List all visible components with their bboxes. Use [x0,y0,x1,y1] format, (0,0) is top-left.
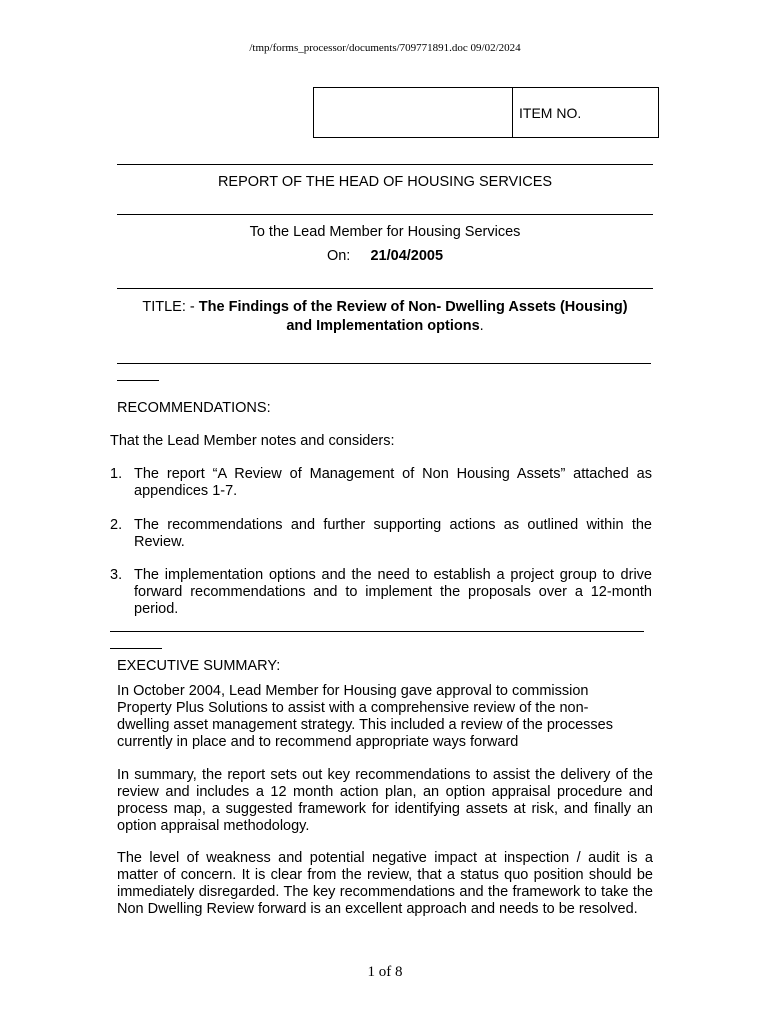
recommendations-heading: RECOMMENDATIONS: [117,400,271,416]
title-line-1: The Findings of the Review of Non- Dwelling Assets (Housing) [198,299,628,315]
summary-paragraph: In summary, the report sets out key recommendations to assist the delivery of the review and includes a 12 month action plan, an option appraisal procedure and process map, a suggested framework for identifying assets at risk, and finally an option appraisal methodology. [117,767,653,834]
title-label: TITLE: - [142,299,199,315]
document-path-header: /tmp/forms_processor/documents/709771891.doc 09/02/2024 [249,42,521,54]
title-end: . [479,318,484,334]
page-number: 1 of 8 [367,964,403,980]
summary-paragraph: In October 2004, Lead Member for Housing gave approval to commission Property Plus Solutions to assist with a comprehensive review of the non-dwelling asset management strategy. This included a review of the processes currently in place and to recommend appropriate ways forward [117,683,613,750]
divider-short [110,648,162,649]
item-number-box [313,87,659,138]
item-number-value [314,88,513,137]
list-item [110,567,652,618]
executive-summary-heading: EXECUTIVE SUMMARY: [117,658,281,674]
item-number-label: ITEM NO. [519,104,582,121]
divider [117,288,653,289]
list-item-text: The report “A Review of Management of Non Housing Assets” attached as appendices 1-7. [134,466,652,499]
divider [117,363,651,364]
list-item [110,466,652,500]
report-date: 21/04/2005 [370,248,444,264]
report-heading: REPORT OF THE HEAD OF HOUSING SERVICES [217,174,553,190]
divider-short [117,380,159,381]
recommendations-intro: That the Lead Member notes and considers: [110,433,395,449]
list-item-text: The implementation options and the need to establish a project group to drive forward recommendations and to implement the proposals over a 12-month period. [134,567,652,617]
divider [117,214,653,215]
list-item-number: 3. [110,567,123,583]
list-item-text: The recommendations and further supporting actions as outlined within the Review. [134,517,652,550]
date-label: On: [326,248,351,264]
divider [117,164,653,165]
list-item-number: 2. [110,517,123,533]
report-title [117,298,653,336]
list-item [110,517,652,551]
list-item-number: 1. [110,466,123,482]
summary-paragraph: The level of weakness and potential negative impact at inspection / audit is a matter of concern. It is clear from the review, that a status quo position should be immediately disregarded. The key recommendations and the framework to take the Non Dwelling Review forward is an excellent approach and needs to be resolved. [117,850,653,917]
divider [110,631,644,632]
title-line-2: and Implementation options [286,318,480,334]
date-line [117,248,653,264]
recipient-line: To the Lead Member for Housing Services [249,224,521,240]
